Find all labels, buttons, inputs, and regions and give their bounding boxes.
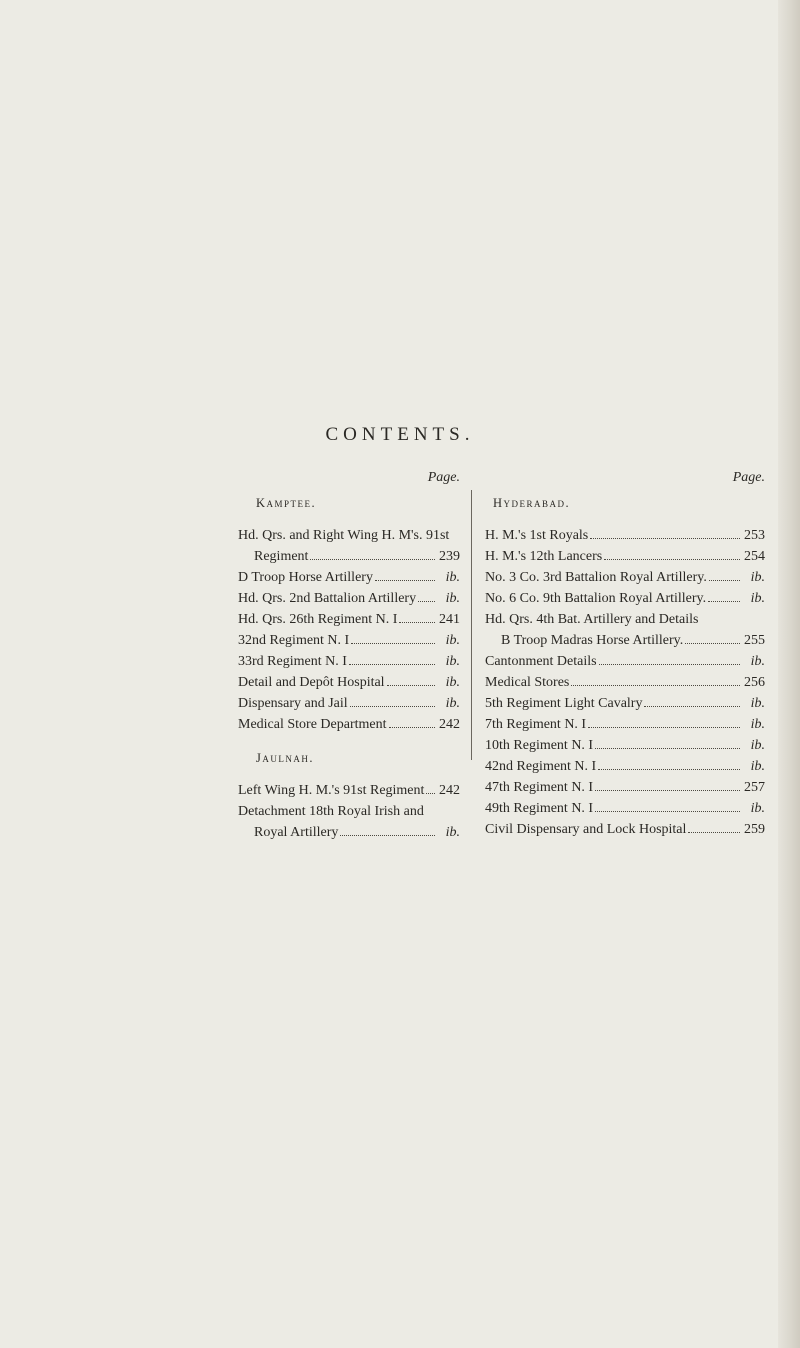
dot-leader: [418, 601, 435, 602]
entry-title: H. M.'s 12th Lancers: [485, 549, 603, 564]
entry-row: [238, 546, 460, 567]
page-number: ib.: [750, 759, 765, 774]
toc-entry: [238, 630, 460, 651]
entry-row: [485, 756, 765, 777]
toc-entry: [485, 693, 765, 714]
entry-title: B Troop Madras Horse Artillery.: [501, 633, 684, 648]
entry-row: [238, 651, 460, 672]
dot-leader: [426, 793, 435, 794]
entry-row: [485, 693, 765, 714]
right-column: [485, 470, 765, 840]
section-heading: Kamptee.: [256, 496, 317, 510]
page-edge: [778, 0, 800, 1348]
entry-row: [485, 714, 765, 735]
dot-leader: [310, 559, 435, 560]
toc-entry: [485, 609, 765, 651]
toc-entry: [238, 780, 460, 801]
right-sections: [485, 496, 765, 840]
entry-row: [485, 588, 765, 609]
page-number: ib.: [750, 801, 765, 816]
page-number: ib.: [445, 591, 460, 606]
entry-row: [485, 651, 765, 672]
dot-leader: [399, 622, 435, 623]
entry-row: [485, 777, 765, 798]
page-number: ib.: [750, 591, 765, 606]
toc-entry: [485, 714, 765, 735]
entry-row: [238, 693, 460, 714]
page-number: ib.: [445, 696, 460, 711]
toc-entry: [485, 777, 765, 798]
dot-leader: [708, 601, 740, 602]
toc-entry: [485, 798, 765, 819]
dot-leader: [688, 832, 740, 833]
entry-row: [485, 567, 765, 588]
section-heading: Jaulnah.: [256, 751, 314, 765]
page-number: ib.: [445, 570, 460, 585]
toc-entry: [238, 801, 460, 843]
entry-title: 5th Regiment Light Cavalry: [485, 696, 643, 711]
page-number: 259: [744, 822, 765, 837]
dot-leader: [350, 706, 435, 707]
dot-leader: [571, 685, 740, 686]
entry-row: [238, 780, 460, 801]
entry-first-line: Hd. Qrs. and Right Wing H. M's. 91st: [238, 528, 450, 543]
dot-leader: [351, 643, 435, 644]
entry-title: Dispensary and Jail: [238, 696, 348, 711]
dot-leader: [375, 580, 435, 581]
entry-title: 42nd Regiment N. I: [485, 759, 597, 774]
entry-row: [238, 630, 460, 651]
entry-title: Cantonment Details: [485, 654, 597, 669]
dot-leader: [709, 580, 740, 581]
toc-entry: [485, 525, 765, 546]
section-heading: Hyderabad.: [493, 496, 571, 510]
dot-leader: [387, 685, 435, 686]
entry-title: 47th Regiment N. I: [485, 780, 594, 795]
page-number: 256: [744, 675, 765, 690]
entry-row: [238, 714, 460, 735]
entry-title: 49th Regiment N. I: [485, 801, 594, 816]
page-label-right: Page.: [732, 470, 765, 485]
page-number: ib.: [445, 825, 460, 840]
toc-entry: [238, 672, 460, 693]
entry-row: [485, 798, 765, 819]
dot-leader: [588, 727, 740, 728]
entry-title: Royal Artillery: [254, 825, 339, 840]
page-number: ib.: [445, 633, 460, 648]
page-number: 242: [439, 783, 460, 798]
toc-entry: [485, 546, 765, 567]
toc-entry: [485, 756, 765, 777]
entry-first-line: Hd. Qrs. 4th Bat. Artillery and Details: [485, 612, 699, 627]
entry-row: [485, 672, 765, 693]
entry-title: 10th Regiment N. I: [485, 738, 594, 753]
dot-leader: [604, 559, 740, 560]
entry-row: [238, 609, 460, 630]
entry-title: H. M.'s 1st Royals: [485, 528, 589, 543]
page-number: 255: [744, 633, 765, 648]
entry-title: Detail and Depôt Hospital: [238, 675, 385, 690]
dot-leader: [595, 811, 740, 812]
toc-entry: [238, 693, 460, 714]
page-number: ib.: [445, 675, 460, 690]
dot-leader: [598, 769, 740, 770]
left-column: [238, 470, 460, 843]
page-label-left: Page.: [427, 470, 460, 485]
page-number: ib.: [750, 738, 765, 753]
dot-leader: [349, 664, 435, 665]
toc-entry: [238, 588, 460, 609]
toc-entry: [485, 567, 765, 588]
page-number: 257: [744, 780, 765, 795]
page-number: 241: [439, 612, 460, 627]
dot-leader: [595, 790, 740, 791]
entry-row: [485, 819, 765, 840]
entry-title: D Troop Horse Artillery: [238, 570, 373, 585]
left-sections: [238, 496, 460, 843]
entry-title: Medical Stores: [485, 675, 570, 690]
entry-row: [485, 546, 765, 567]
contents-title: CONTENTS.: [325, 424, 475, 445]
page-number: 242: [439, 717, 460, 732]
entry-row: [238, 672, 460, 693]
dot-leader: [595, 748, 740, 749]
page-number: ib.: [750, 654, 765, 669]
dot-leader: [590, 538, 740, 539]
toc-entry: [485, 735, 765, 756]
entry-title: Hd. Qrs. 26th Regiment N. I: [238, 612, 398, 627]
entry-title: 33rd Regiment N. I: [238, 654, 347, 669]
page-number: ib.: [445, 654, 460, 669]
page-number: ib.: [750, 696, 765, 711]
dot-leader: [340, 835, 435, 836]
toc-entry: [485, 588, 765, 609]
page-number: 253: [744, 528, 765, 543]
page-number: ib.: [750, 717, 765, 732]
toc-entry: [485, 672, 765, 693]
toc-entry: [238, 525, 460, 567]
toc-entry: [485, 651, 765, 672]
toc-entry: [238, 714, 460, 735]
toc-entry: [485, 819, 765, 840]
entry-title: Regiment: [254, 549, 309, 564]
entry-title: Hd. Qrs. 2nd Battalion Artillery: [238, 591, 417, 606]
toc-entry: [238, 651, 460, 672]
dot-leader: [685, 643, 740, 644]
entry-title: Medical Store Department: [238, 717, 387, 732]
entry-row: [238, 588, 460, 609]
dot-leader: [599, 664, 740, 665]
entry-title: Left Wing H. M.'s 91st Regiment: [238, 783, 425, 798]
dot-leader: [389, 727, 435, 728]
entry-title: No. 3 Co. 3rd Battalion Royal Artillery.: [485, 570, 707, 585]
toc-entry: [238, 609, 460, 630]
dot-leader: [644, 706, 740, 707]
page-number: 254: [744, 549, 765, 564]
toc-entry: [238, 567, 460, 588]
entry-row: [485, 735, 765, 756]
entry-title: 32nd Regiment N. I: [238, 633, 350, 648]
entry-row: [485, 525, 765, 546]
entry-title: 7th Regiment N. I: [485, 717, 587, 732]
page-number: 239: [439, 549, 460, 564]
column-divider: [471, 490, 472, 760]
page-number: ib.: [750, 570, 765, 585]
entry-row: [238, 567, 460, 588]
entry-title: Civil Dispensary and Lock Hospital: [485, 822, 687, 837]
entry-row: [238, 822, 460, 843]
entry-first-line: Detachment 18th Royal Irish and: [238, 804, 424, 819]
entry-title: No. 6 Co. 9th Battalion Royal Artillery.: [485, 591, 707, 606]
entry-row: [485, 630, 765, 651]
